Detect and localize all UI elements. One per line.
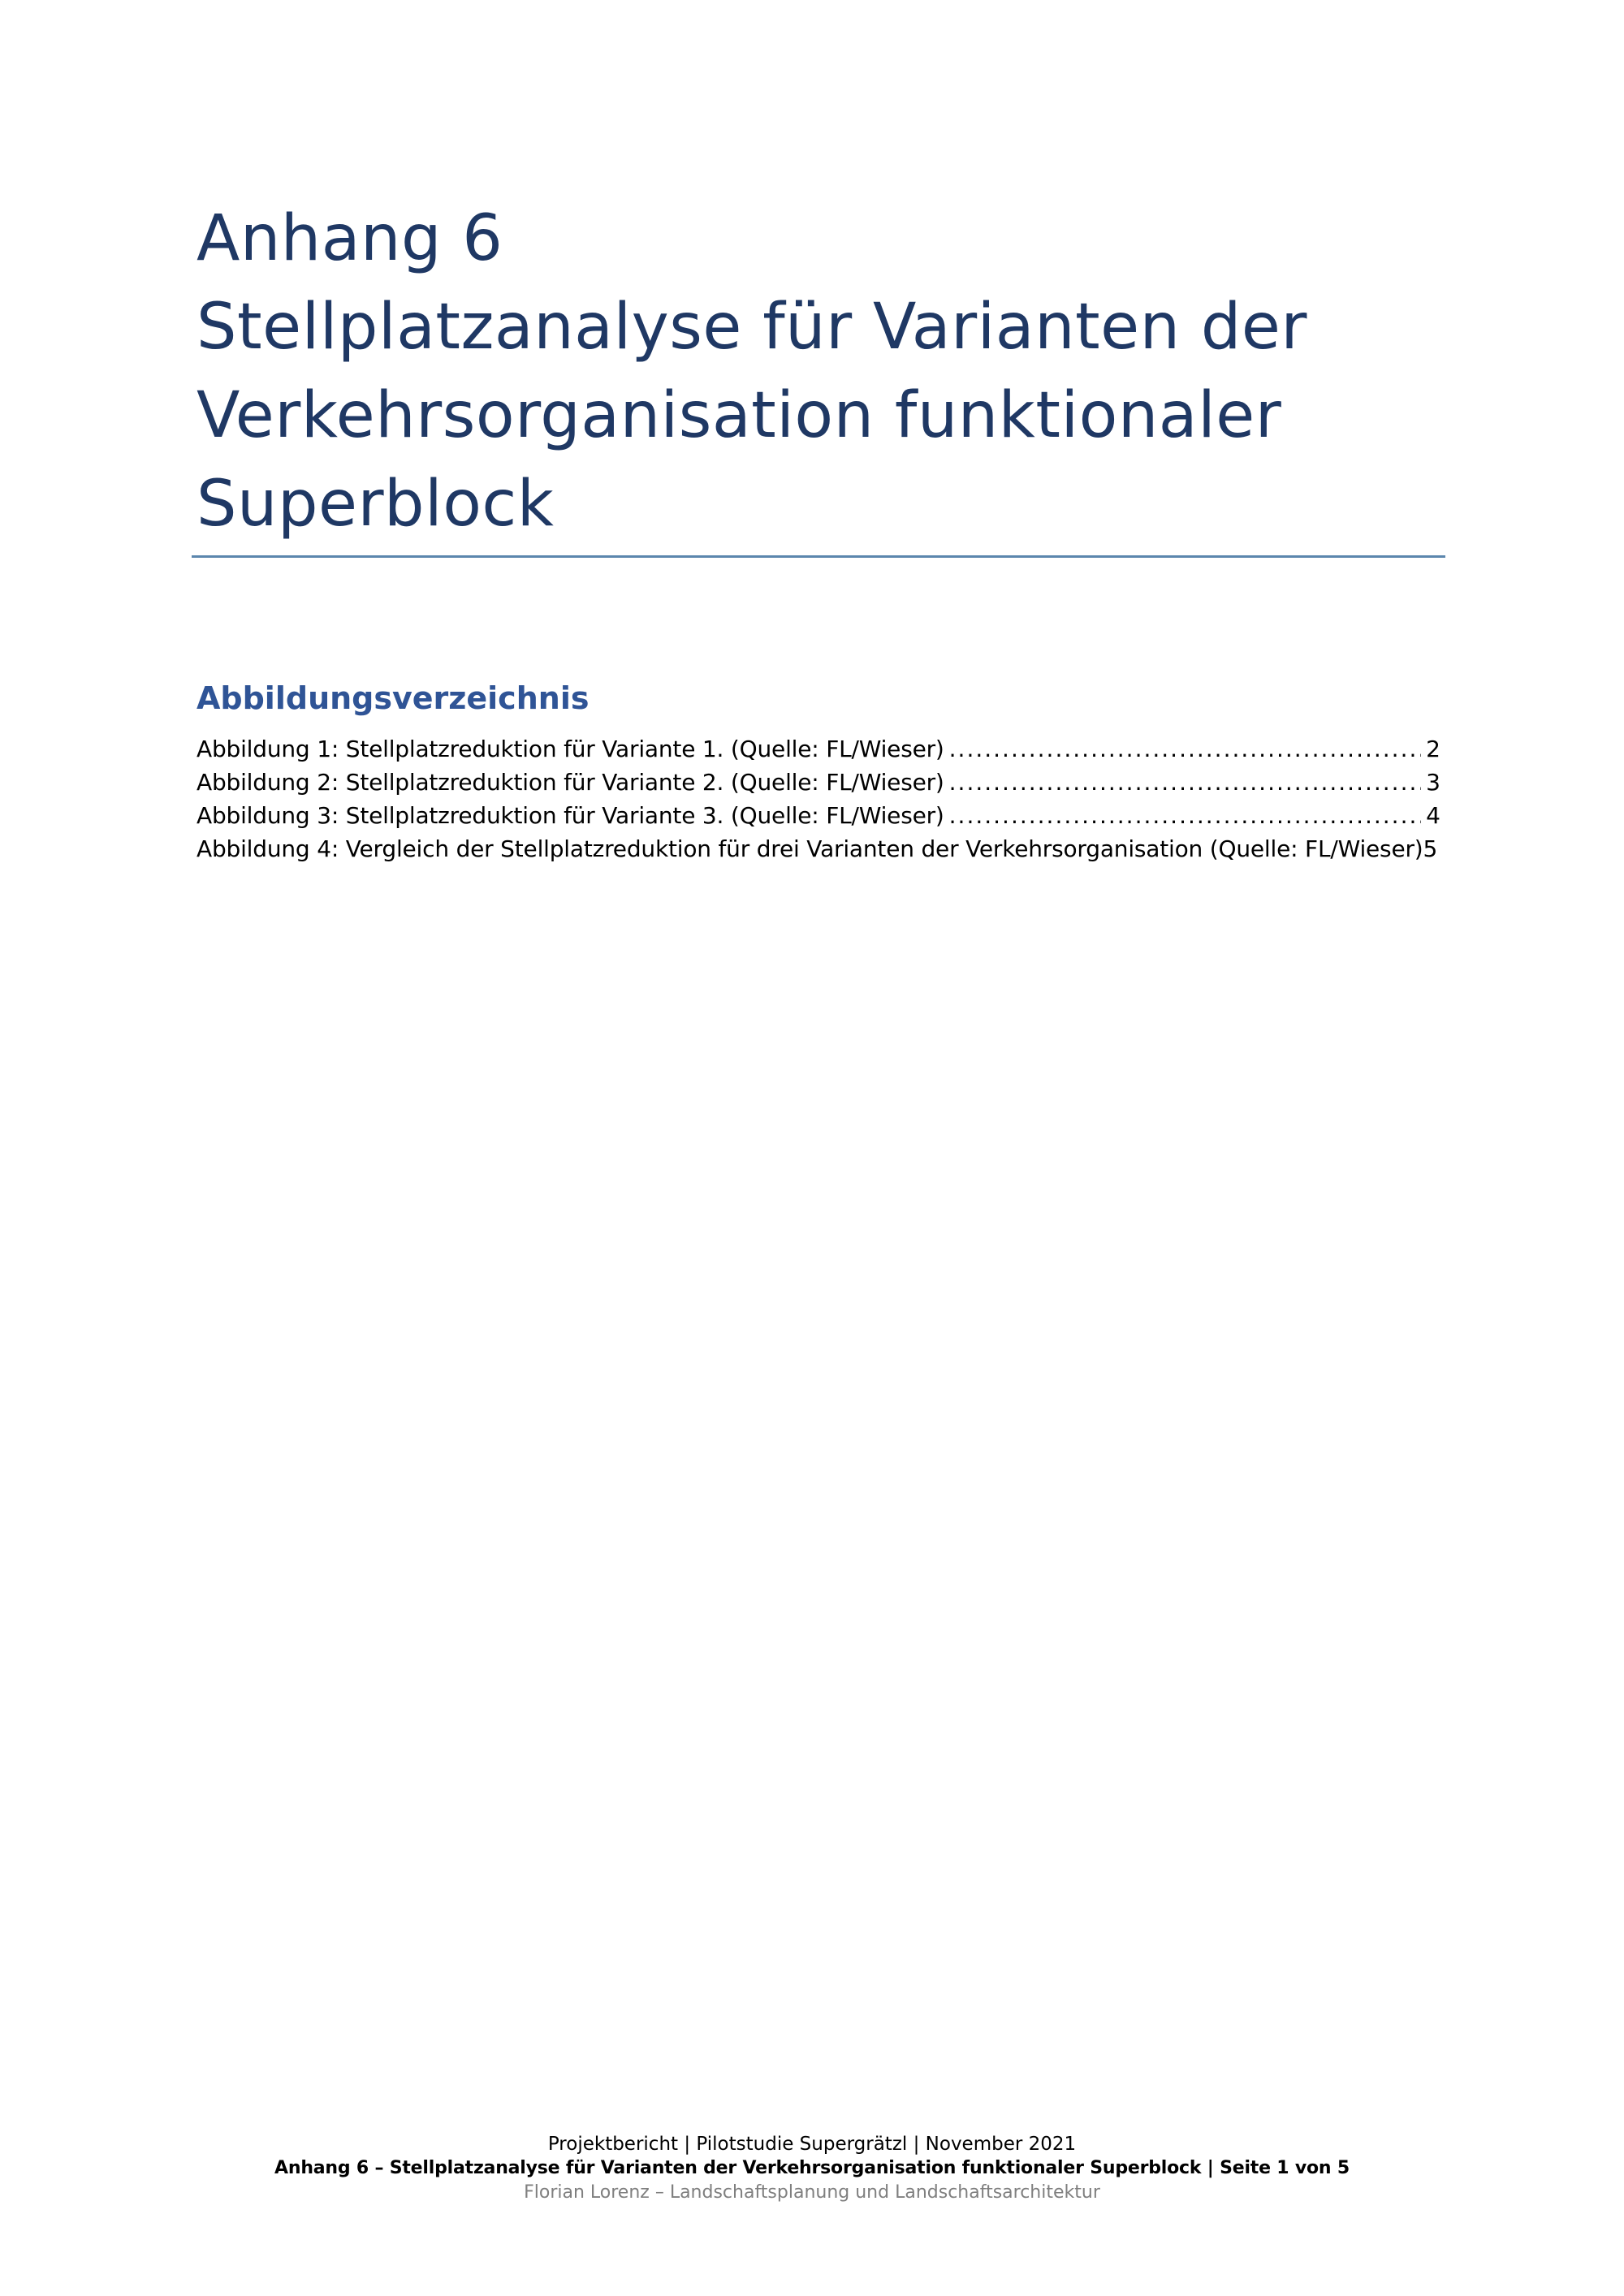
toc-leader-dots [949,766,1422,799]
toc-entry[interactable] [197,766,1440,799]
page-title-line: Stellplatzanalyse für Varianten der [197,291,1307,364]
footer-appendix-line: Anhang 6 – Stellplatzanalyse für Varianten der Verkehrsorganisation funktionaler Superblock | Seite 1 von 5 [274,2158,1350,2178]
page-footer [0,2132,1624,2205]
toc-entry-text: Abbildung 2: Stellplatzreduktion für Variante 2. (Quelle: FL/Wieser) [197,769,944,796]
toc-leader-dots [949,732,1422,766]
footer-project-line: Projektbericht | Pilotstudie Supergrätzl | November 2021 [547,2134,1077,2155]
toc-entry[interactable] [197,832,1440,865]
toc-entry-text: Abbildung 1: Stellplatzreduktion für Variante 1. (Quelle: FL/Wieser) [197,736,944,762]
footer-author-line: Florian Lorenz – Landschaftsplanung und Landschaftsarchitektur [524,2182,1100,2203]
page-title [197,195,1463,549]
figure-index-list [197,732,1440,865]
title-divider [192,555,1445,558]
toc-entry[interactable] [197,732,1440,766]
page-title-line: Superblock [197,468,555,541]
toc-entry-page: 5 [1423,835,1438,862]
page-title-line: Verkehrsorganisation funktionaler [197,379,1282,452]
toc-entry-page: 4 [1426,802,1440,829]
toc-entry-text: Abbildung 3: Stellplatzreduktion für Variante 3. (Quelle: FL/Wieser) [197,802,944,829]
toc-leader-dots [949,799,1422,832]
toc-entry-page: 2 [1426,736,1440,762]
toc-entry-text: Abbildung 4: Vergleich der Stellplatzreduktion für drei Varianten der Verkehrsorganisation (Quelle: FL/Wieser) [197,835,1423,862]
toc-entry-page: 3 [1426,769,1440,796]
toc-entry[interactable] [197,799,1440,832]
page-title-line: Anhang 6 [197,202,503,275]
toc-heading: Abbildungsverzeichnis [197,680,590,716]
